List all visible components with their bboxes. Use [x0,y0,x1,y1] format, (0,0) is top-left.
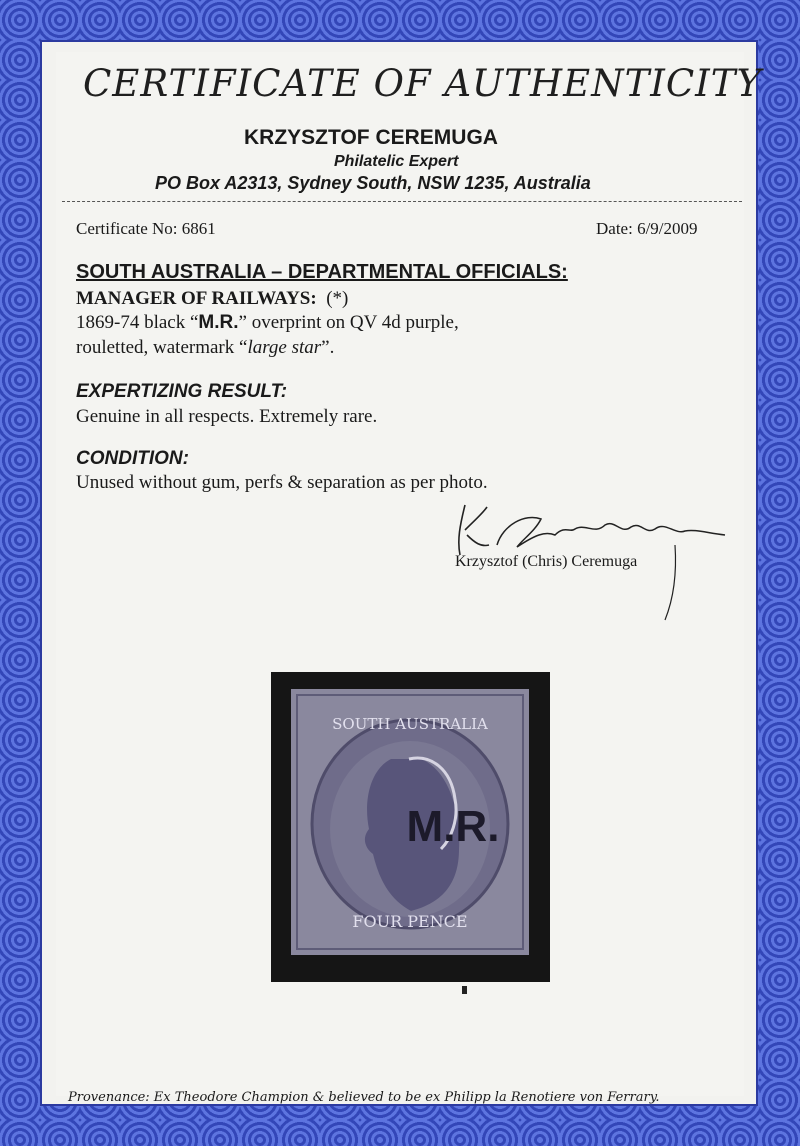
expert-address: PO Box A2313, Sydney South, NSW 1235, Australia [155,173,591,193]
certificate-title: CERTIFICATE OF AUTHENTICITY [83,62,762,105]
item-subheading-text: MANAGER OF RAILWAYS: [76,288,317,309]
photo-mark [462,986,467,994]
header-divider [62,201,742,202]
provenance-note: Provenance: Ex Theodore Champion & believed to be ex Philipp la Renotiere von Ferrary. [68,1090,660,1105]
desc2-suffix: ”. [321,337,335,358]
desc2-watermark: large star [247,337,322,358]
item-heading: SOUTH AUSTRALIA – DEPARTMENTAL OFFICIALS: [76,261,568,283]
condition-heading: CONDITION: [76,448,189,469]
result-heading: EXPERTIZING RESULT: [76,381,288,402]
desc2-prefix: rouletted, watermark “ [76,337,248,358]
stamp-image [291,689,529,955]
item-description-line1 [76,312,459,334]
stamp-overprint: M.R. [406,802,500,851]
stamp-bottom-text: FOUR PENCE [352,912,468,931]
condition-text: Unused without gum, perfs & separation as per photo. [76,472,488,493]
item-description-line2 [76,337,334,359]
desc-overprint: M.R. [198,312,239,333]
signatory-name: Krzysztof (Chris) Ceremuga [455,553,638,570]
item-subheading-mark: (*) [326,288,349,309]
expert-name: KRZYSZTOF CEREMUGA [244,126,498,149]
result-text: Genuine in all respects. Extremely rare. [76,406,378,427]
stamp-top-text: SOUTH AUSTRALIA [332,715,488,733]
desc-prefix: 1869-74 black “ [76,312,199,333]
desc-suffix: ” overprint on QV 4d purple, [238,312,459,333]
expert-role: Philatelic Expert [334,153,459,170]
certificate-date: Date: 6/9/2009 [596,219,698,238]
certificate-number: Certificate No: 6861 [76,219,216,238]
item-subheading [76,288,348,310]
